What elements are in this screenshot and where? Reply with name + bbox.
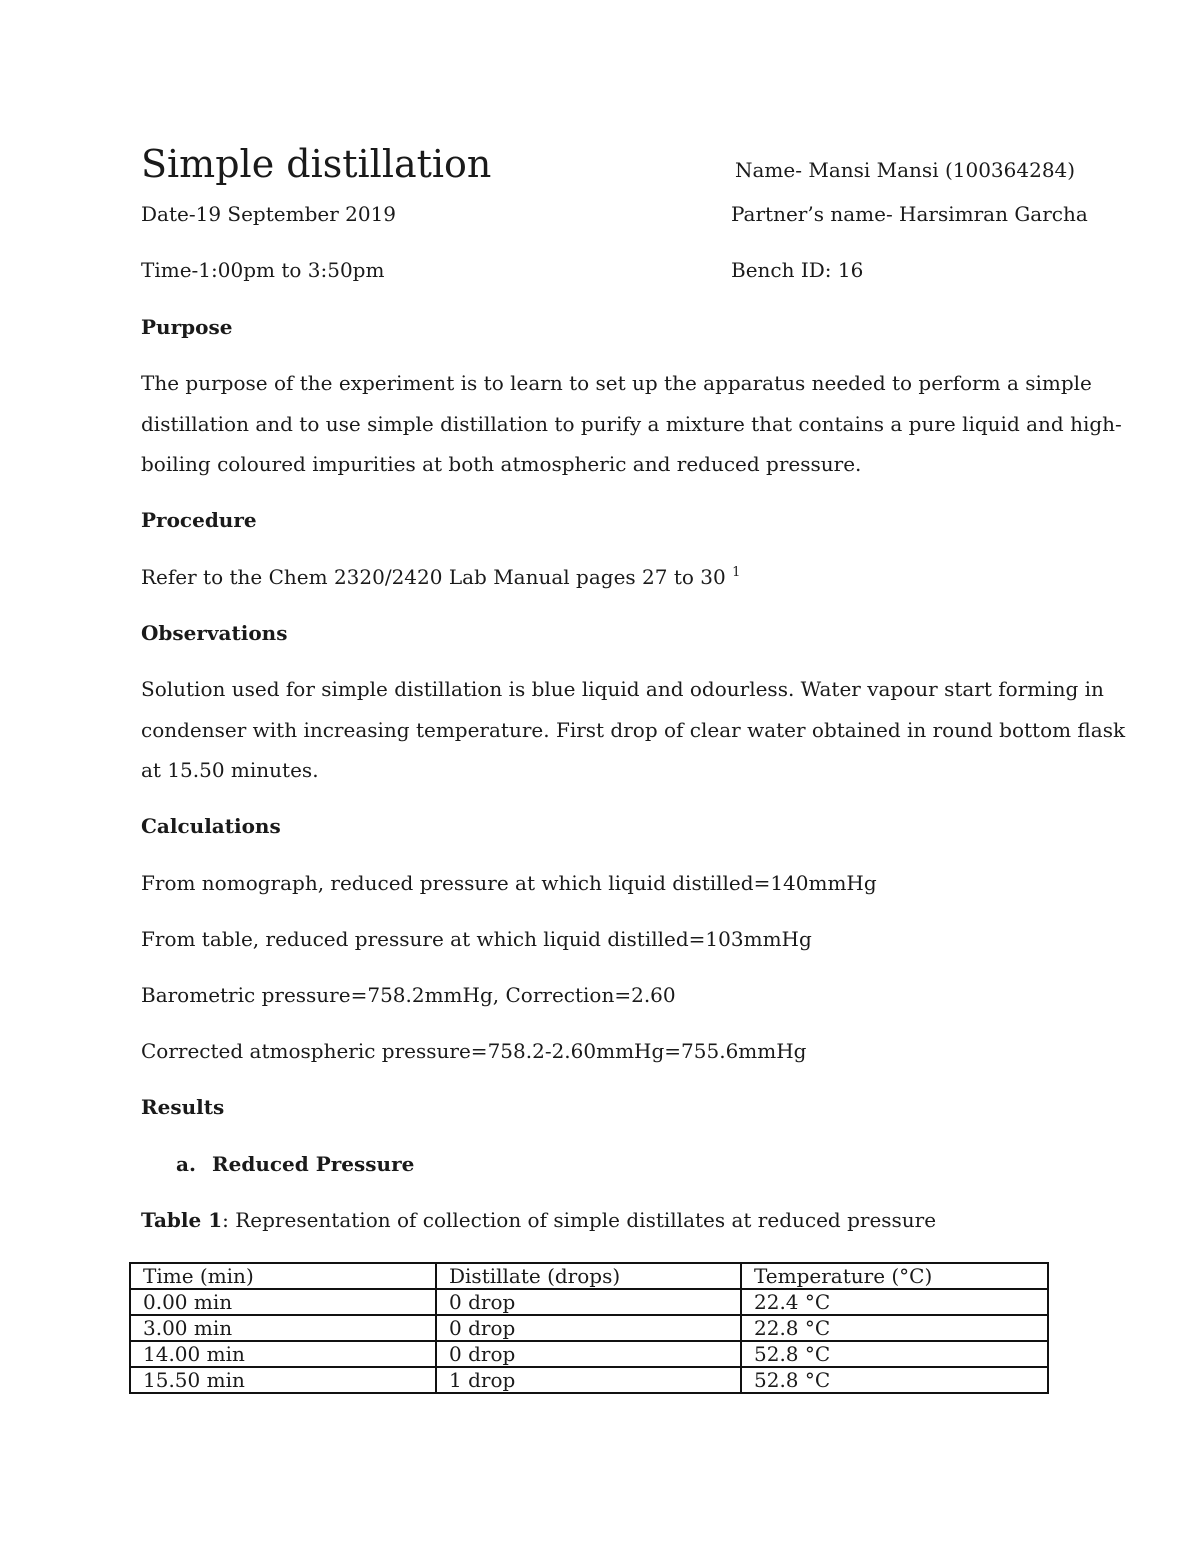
table-row	[130, 1341, 1048, 1367]
table-cell: 0 drop	[436, 1315, 741, 1341]
results-heading: Results	[141, 1095, 225, 1119]
table-cell: 15.50 min	[130, 1367, 436, 1393]
table-header-cell: Time (min)	[130, 1263, 436, 1289]
table-cell: 22.4 °C	[741, 1289, 1048, 1315]
footnote-marker: 1	[732, 565, 741, 580]
table-cell: 0 drop	[436, 1341, 741, 1367]
purpose-line: distillation and to use simple distillation to purify a mixture that contains a pure liquid and high-	[141, 411, 1122, 436]
observations-line: condenser with increasing temperature. First drop of clear water obtained in round bottom flask	[141, 717, 1126, 742]
calculation-line: From table, reduced pressure at which liquid distilled=103mmHg	[141, 927, 812, 951]
table-caption	[141, 1206, 936, 1234]
table-row	[130, 1367, 1048, 1393]
calculation-line: Corrected atmospheric pressure=758.2-2.60mmHg=755.6mmHg	[141, 1039, 807, 1063]
table-header-cell: Temperature (°C)	[741, 1263, 1048, 1289]
procedure-text	[141, 563, 740, 591]
table-cell: 3.00 min	[130, 1315, 436, 1341]
document-title: Simple distillation	[141, 142, 492, 186]
observations-paragraph	[141, 669, 1126, 791]
observations-heading: Observations	[141, 621, 288, 645]
table-cell: 0 drop	[436, 1289, 741, 1315]
purpose-paragraph	[141, 363, 1122, 485]
table-caption-text: : Representation of collection of simple distillates at reduced pressure	[222, 1208, 937, 1232]
calculations-heading: Calculations	[141, 814, 281, 838]
results-table	[129, 1262, 1049, 1394]
table-row	[130, 1315, 1048, 1341]
calculation-line: Barometric pressure=758.2mmHg, Correction=2.60	[141, 983, 676, 1007]
observations-line: at 15.50 minutes.	[141, 758, 319, 782]
bench-id: Bench ID: 16	[731, 258, 864, 282]
student-name: Name- Mansi Mansi (100364284)	[735, 158, 1076, 182]
table-caption-label: Table 1	[141, 1208, 223, 1232]
purpose-line: The purpose of the experiment is to learn to set up the apparatus needed to perform a simple	[141, 371, 1092, 395]
purpose-heading: Purpose	[141, 315, 233, 339]
table-header-cell: Distillate (drops)	[436, 1263, 741, 1289]
table-cell: 52.8 °C	[741, 1341, 1048, 1367]
subsection-heading: Reduced Pressure	[212, 1152, 415, 1176]
experiment-date: Date-19 September 2019	[141, 202, 397, 226]
procedure-reference: Refer to the Chem 2320/2420 Lab Manual pages 27 to 30	[141, 565, 726, 589]
subsection-marker: a.	[176, 1152, 196, 1176]
purpose-line: boiling coloured impurities at both atmospheric and reduced pressure.	[141, 452, 862, 476]
table-cell: 22.8 °C	[741, 1315, 1048, 1341]
procedure-heading: Procedure	[141, 508, 257, 532]
table-cell: 14.00 min	[130, 1341, 436, 1367]
table-cell: 1 drop	[436, 1367, 741, 1393]
calculation-line: From nomograph, reduced pressure at which liquid distilled=140mmHg	[141, 871, 877, 895]
partner-name: Partner’s name- Harsimran Garcha	[731, 202, 1088, 226]
table-header-row	[130, 1263, 1048, 1289]
table-cell: 52.8 °C	[741, 1367, 1048, 1393]
table-cell: 0.00 min	[130, 1289, 436, 1315]
experiment-time: Time-1:00pm to 3:50pm	[141, 258, 385, 282]
observations-line: Solution used for simple distillation is blue liquid and odourless. Water vapour start forming in	[141, 677, 1104, 701]
table-row	[130, 1289, 1048, 1315]
